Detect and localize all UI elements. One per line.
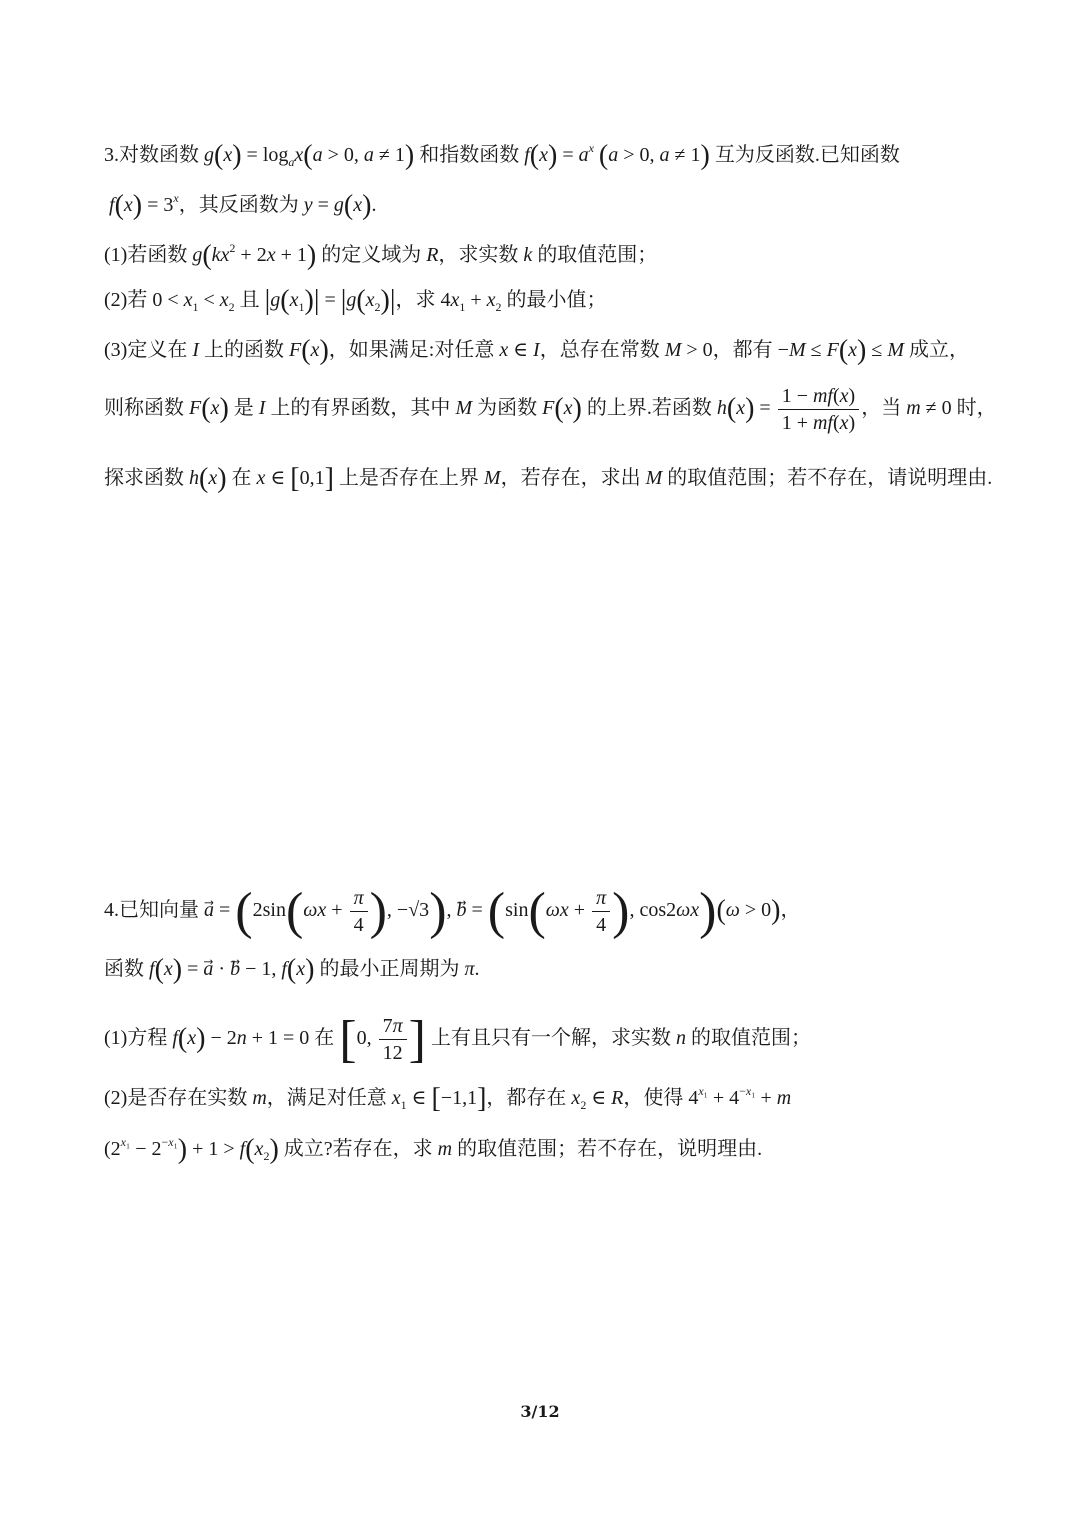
problem-3-part-3-line-2: 则称函数 F(x) 是 I 上的有界函数，其中 M 为函数 F(x) 的上界.若函数 h(x) = $\frac{1 - mf(x)}{1 + mf(x)}$ ，当 m ≠ 0 时， xyxy=(104,385,997,434)
problem-4-part-2: (2)是否存在实数 m，满足对任意 $x_1$ ∈ [−1,1]，都存在 $x_2$ ∈ R，使得 $4^{x_1} + 4^{-x_1} + m$ xyxy=(104,1083,792,1114)
problem-3-part-3-line-3: 探求函数 h(x) 在 x ∈ [0,1] 上是否存在上界 M，若存在，求出 M 的取值范围；若不存在，请说明理由. xyxy=(104,463,993,494)
problem-3-part-2: (2)若 $0 < x_1 < x_2$ 且 $|g(x_1)| = |g(x_2)|$，求 $4x_1 + x_2$ 的最小值； xyxy=(104,285,607,316)
problem-4-part-1: (1)方程 f(x) − 2n + 1 = 0 在 [0, $\frac{7\pi}{12}$ ] 上有且只有一个解，求实数 n 的取值范围； xyxy=(104,1011,811,1069)
fraction-pi-4-b: $\frac{\pi}{4}$ xyxy=(592,885,610,938)
problem-3-line-2: $f(x) = 3^x$，其反函数为 y = g(x). xyxy=(109,190,377,221)
fraction-h: $\frac{1 - mf(x)}{1 + mf(x)}$ xyxy=(778,383,860,436)
problem-3-line-1: 3.对数函数 $g(x) = \log_ax(a > 0$, a ≠ 1) 和指数函数 $f(x) = a^x$ (a > 0, a ≠ 1) 互为反函数.已知函数 xyxy=(104,140,900,171)
fraction-pi-4-a: $\frac{\pi}{4}$ xyxy=(350,885,368,938)
problem-4-part-2-line-2: $(2^{x_1} - 2^{-x_1}) + 1 > f(x_2)$ 成立?若存在，求 m 的取值范围；若不存在，说明理由. xyxy=(104,1134,763,1165)
problem-3-part-1: (1)若函数 $g(kx^2 + 2x + 1)$ 的定义域为 R，求实数 k 的取值范围； xyxy=(104,240,658,271)
fraction-7pi-12: $\frac{7\pi}{12}$ xyxy=(379,1013,407,1066)
problem-4-line-2: 函数 f(x) = a⃗ · b⃗ − 1, f(x) 的最小正周期为 π. xyxy=(104,954,480,985)
problem-4-line-1: 4.已知向量 a⃗ = (2sin(ωx + $\frac{\pi}{4}$ ), −√3), b⃗ = (sin(ωx + $\frac{\pi}{4}$ ), cos2ωx)(ω > 0)， xyxy=(104,883,801,941)
page-number: 3/12 xyxy=(520,1402,560,1421)
problem-3-part-3: (3)定义在 I 上的函数 F(x)，如果满足:对任意 x ∈ I，总存在常数 M > 0，都有 −M ≤ F(x) ≤ M 成立， xyxy=(104,335,970,366)
